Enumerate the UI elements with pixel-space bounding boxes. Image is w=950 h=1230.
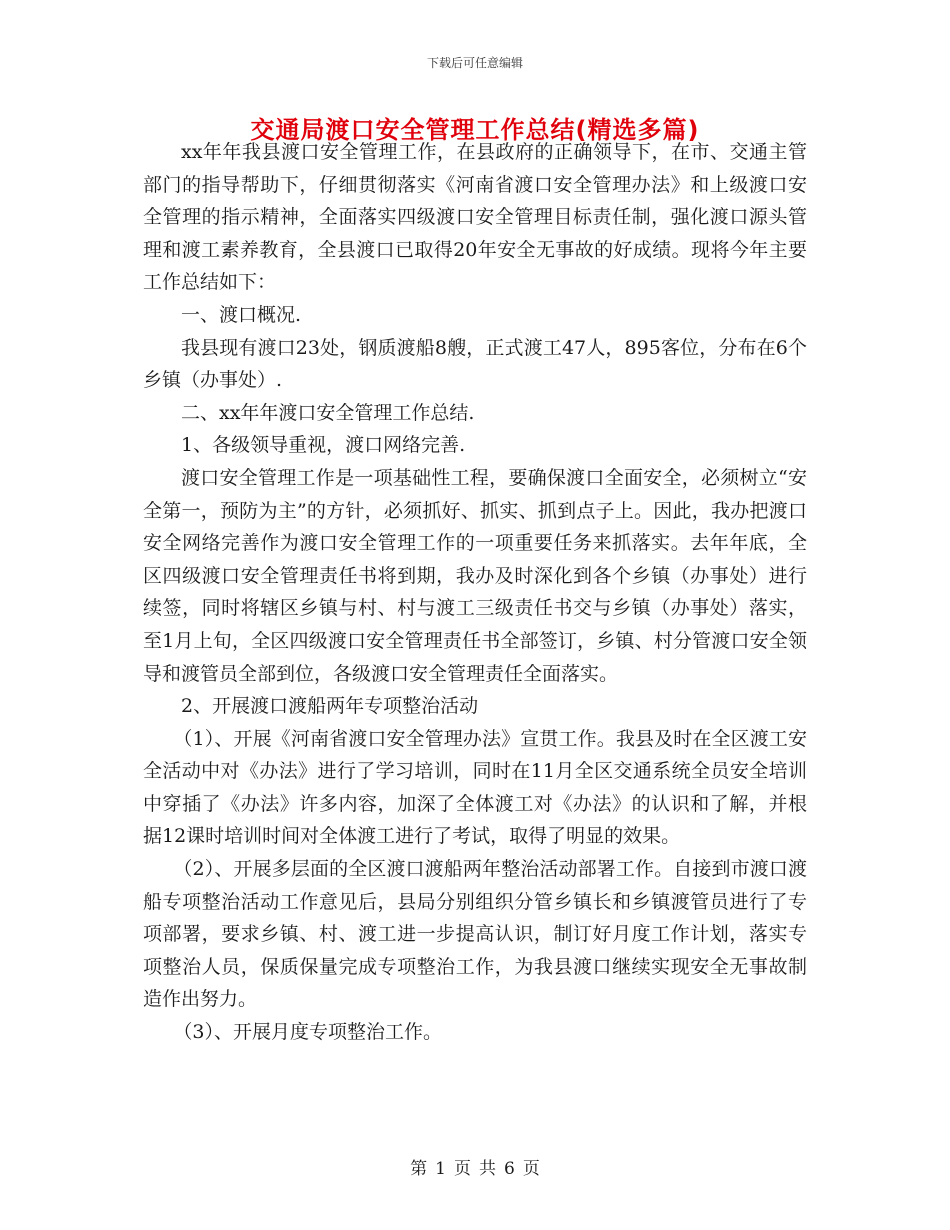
subheading-rectification: 2、开展渡口渡船两年专项整治活动 [181,695,479,718]
paragraph-leadership: 渡口安全管理工作是一项基础性工程，要确保渡口全面安全，必须树立“安全第一，预防为主”的方针，必须抓好、抓实、抓到点子上。因此，我办把渡口安全网络完善作为渡口安全管理工作的一项重要任务来抓落实。去年年底，全区四级渡口安全管理责任书将到期，我办及时深化到各个乡镇（办事处）进行续签，同时将辖区乡镇与村、村与渡工三级责任书交与乡镇（办事处）落实，至1月上旬，全区四级渡口安全管理责任书全部签订，乡镇、村分管渡口安全领导和渡管员全部到位，各级渡口安全管理责任全面落实。 [143,466,807,685]
subheading-leadership: 1、各级领导重视，渡口网络完善. [181,434,466,457]
header-note: 下载后可任意编辑 [426,56,523,70]
paragraph-overview: 我县现有渡口23处，钢质渡船8艘，正式渡工47人，895客位，分布在6个乡镇（办事处）. [143,336,807,392]
footer-label-unit2: 页 [522,1159,540,1179]
paragraph-item-1: （1）、开展《河南省渡口安全管理办法》宣贯工作。我县及时在全区渡工安全活动中对《办法》进行了学习培训，同时在11月全区交通系统全员安全培训中穿插了《办法》许多内容，加深了全体渡工对《办法》的认识和了解，并根据12课时培训时间对全体渡工进行了考试，取得了明显的效果。 [143,727,807,848]
footer-label-unit: 页 [454,1159,471,1179]
footer-label-total: 共 [479,1159,496,1179]
paragraph-intro: xx年年我县渡口安全管理工作，在县政府的正确领导下，在市、交通主管部门的指导帮助下，仔细贯彻落实《河南省渡口安全管理办法》和上级渡口安全管理的指示精神，全面落实四级渡口安全管理目标责任制，强化渡口源头管理和渡工素养教育，全县渡口已取得20年安全无事故的好成绩。现将今年主要工作总结如下： [143,141,807,294]
document-title: 交通局渡口安全管理工作总结(精选多篇) [250,116,700,144]
current-page-number: 1 [435,1159,446,1179]
total-page-count: 6 [504,1159,515,1179]
section-heading-summary: 二、xx年年渡口安全管理工作总结. [181,401,475,424]
paragraph-item-3: （3）、开展月度专项整治工作。 [173,1021,442,1044]
page-footer [0,1154,950,1179]
paragraph-item-2: （2）、开展多层面的全区渡口渡船两年整治活动部署工作。自接到市渡口渡船专项整治活动工作意见后，县局分别组织分管乡镇长和乡镇渡管员进行了专项部署，要求乡镇、村、渡工进一步提高认识，制订好月度工作计划，落实专项整治人员，保质保量完成专项整治工作，为我县渡口继续实现安全无事故制造作出努力。 [143,858,807,1011]
document-body [143,136,807,1049]
section-heading-overview: 一、渡口概况. [181,303,302,326]
footer-label-page: 第 [410,1159,428,1179]
